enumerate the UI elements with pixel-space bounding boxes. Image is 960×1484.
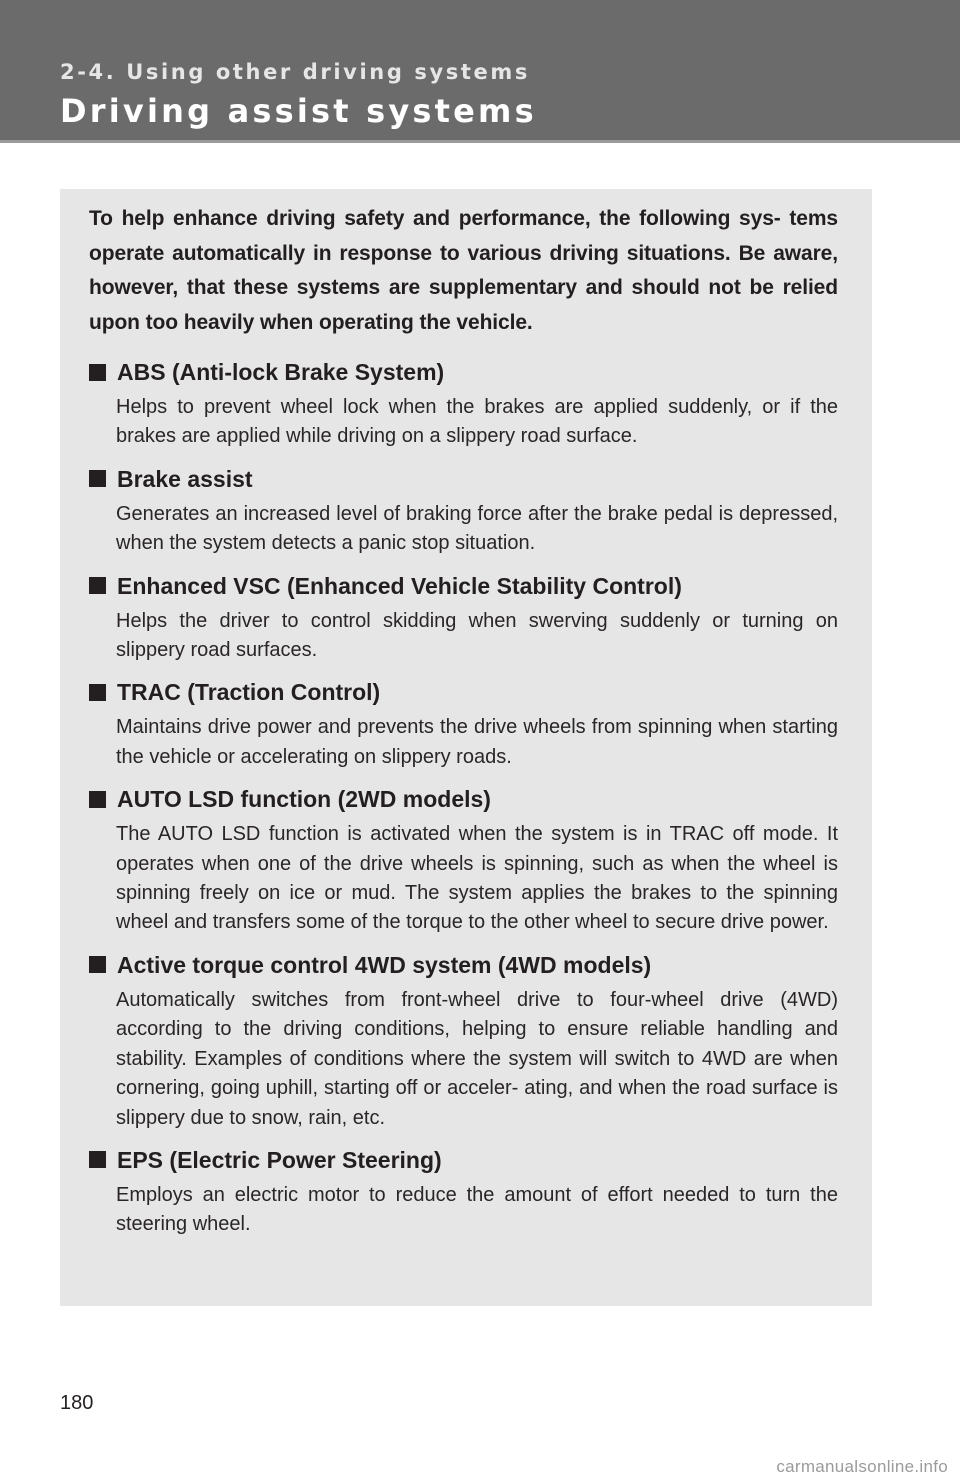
feature-title-text: EPS (Electric Power Steering) (117, 1146, 442, 1173)
feature-active-torque-4wd (89, 950, 838, 1133)
square-bullet-icon (89, 470, 106, 487)
feature-title (89, 357, 838, 387)
feature-description: Generates an increased level of braking force after the brake pedal is depressed, when the system detects a panic stop situation. (116, 502, 838, 555)
intro-paragraph: To help enhance driving safety and performance, the following sys- tems operate automatically in response to various driving situations. Be aware, however, that these systems are supplementary and should not be relied upon too heavily when operating the vehicle. (89, 207, 838, 334)
square-bullet-icon (89, 1151, 106, 1168)
feature-description: Helps to prevent wheel lock when the brakes are applied suddenly, or if the brakes are applied while driving on a slippery road surface. (116, 396, 838, 448)
feature-title-text: Enhanced VSC (Enhanced Vehicle Stability Control) (117, 572, 682, 599)
feature-title (89, 464, 838, 494)
feature-description: Automatically switches from front-wheel drive to four-wheel drive (4WD) according to the driving conditions, helping to ensure reliable handling and stability. Examples of conditions where the system will switch to 4WD are when cornering, going uphill, starting off or acceler- ating, and when the road surface is slippery due to snow, rain, etc. (116, 988, 838, 1129)
feature-description: Helps the driver to control skidding when swerving suddenly or turning on slippery road surfaces. (116, 609, 838, 662)
square-bullet-icon (89, 956, 106, 973)
section-label: 2-4. Using other driving systems (60, 60, 530, 84)
feature-title (89, 1145, 838, 1175)
feature-title (89, 950, 838, 980)
square-bullet-icon (89, 791, 106, 808)
feature-auto-lsd (89, 784, 838, 938)
page-number: 180 (60, 1392, 94, 1414)
feature-description: The AUTO LSD function is activated when the system is in TRAC off mode. It operates when one of the drive wheels is spinning, such as when the wheel is spinning freely on ice or mud. The system applies the brakes to the spinning wheel and transfers some of the torque to the other wheel to secure drive power. (116, 823, 838, 934)
feature-title (89, 784, 838, 814)
content-box (60, 189, 872, 1306)
feature-abs (89, 357, 838, 452)
square-bullet-icon (89, 684, 106, 701)
feature-title-text: Brake assist (117, 465, 253, 492)
feature-trac (89, 677, 838, 772)
feature-title-text: Active torque control 4WD system (4WD models) (117, 951, 652, 978)
page-heading: Driving assist systems (60, 92, 537, 130)
feature-title (89, 571, 838, 601)
feature-enhanced-vsc (89, 571, 838, 666)
header-band (0, 0, 960, 143)
watermark: carmanualsonline.info (776, 1457, 948, 1476)
feature-title-text: AUTO LSD function (2WD models) (117, 786, 491, 813)
feature-title (89, 677, 838, 707)
square-bullet-icon (89, 364, 106, 381)
feature-eps (89, 1145, 838, 1240)
feature-brake-assist (89, 464, 838, 559)
feature-description: Employs an electric motor to reduce the amount of effort needed to turn the steering wheel. (116, 1183, 838, 1236)
square-bullet-icon (89, 577, 106, 594)
feature-title-text: ABS (Anti-lock Brake System) (117, 359, 445, 385)
feature-description: Maintains drive power and prevents the drive wheels from spinning when starting the vehicle or accelerating on slippery roads. (116, 716, 838, 768)
feature-title-text: TRAC (Traction Control) (117, 679, 381, 706)
